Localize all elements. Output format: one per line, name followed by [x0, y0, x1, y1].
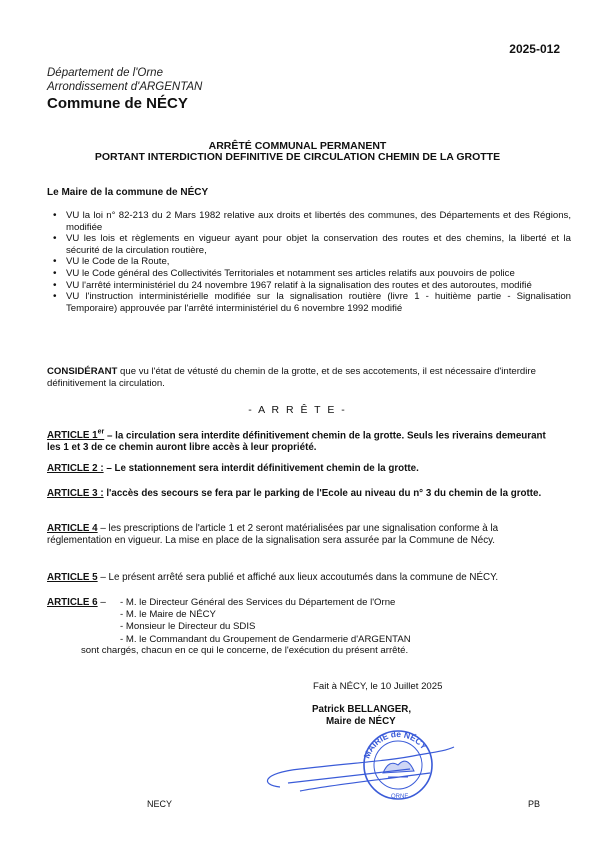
destinataires-list — [120, 597, 411, 646]
article-6-label: ARTICLE 6 — [47, 597, 98, 608]
department-header — [47, 66, 202, 94]
svg-text:MAIRIE de NÉCY: MAIRIE de NÉCY — [361, 728, 430, 760]
signature-and-stamp — [240, 725, 470, 805]
visa-item: • VU les lois et règlements en vigueur ayant pour objet la conservation des routes et des chemins, la liberté et la sécurité de la circulation routière, — [66, 233, 571, 256]
article-1 — [47, 427, 555, 454]
maire-intro: Le Maire de la commune de NÉCY — [47, 187, 209, 198]
title-line-2: PORTANT INTERDICTION DEFINITIVE DE CIRCULATION CHEMIN DE LA GROTTE — [94, 151, 501, 163]
signatory-role: Maire de NÉCY — [326, 716, 396, 727]
article-2-text: – Le stationnement sera interdit définitivement chemin de la grotte. — [103, 463, 419, 474]
article-4 — [47, 523, 555, 547]
article-2-label: ARTICLE 2 : — [47, 463, 104, 474]
article-3 — [47, 488, 555, 500]
destinataire-item: - Monsieur le Directeur du SDIS — [120, 621, 256, 633]
destinataire-item: - M. le Directeur Général des Services du Département de l'Orne — [120, 597, 396, 608]
article-5-text: – Le présent arrêté sera publié et affiché aux lieux accoutumés dans la commune de NÉCY. — [97, 572, 499, 583]
article-2 — [47, 463, 555, 475]
footer-left: NECY — [147, 799, 173, 809]
footer-right: PB — [528, 799, 541, 809]
commune-name: Commune de NÉCY — [47, 95, 188, 112]
article-5-label: ARTICLE 5 — [47, 572, 98, 583]
place-and-date: Fait à NÉCY, le 10 Juillet 2025 — [313, 681, 443, 692]
visa-item: • VU l'instruction interministérielle modifiée sur la signalisation routière (livre 1 - huitième partie - Signalisation Temporaire) approuvée par l'arrêté interministériel du 6 novembre 1992 modifié — [66, 291, 571, 314]
considerant-label: CONSIDÉRANT — [47, 366, 118, 377]
visa-item: • VU le Code de la Route, — [66, 256, 571, 268]
article-3-text: l'accès des secours se fera par le parking de l'Ecole au niveau du n° 3 du chemin de la grotte. — [103, 488, 542, 499]
document-reference: 2025-012 — [509, 42, 560, 56]
considerant-text: que vu l'état de vétusté du chemin de la grotte, et de ses accotements, il est nécessaire d'interdire définitivement la circulation. — [47, 366, 536, 389]
destinataire-item: - M. le Maire de NÉCY — [120, 609, 216, 621]
destinataire-item: - M. le Commandant du Groupement de Gendarmerie d'ARGENTAN — [120, 633, 411, 645]
visa-item: • VU le Code général des Collectivités Territoriales et notamment ses articles relatifs aux pouvoirs de police — [66, 268, 571, 280]
title-line-1: ARRÊTÉ COMMUNAL PERMANENT — [208, 140, 387, 152]
visa-item: • VU la loi n° 82-213 du 2 Mars 1982 relative aux droits et libertés des communes, des Départements et des Régions, modifiée — [66, 210, 571, 233]
article-4-text: – les prescriptions de l'article 1 et 2 seront matérialisées par une signalisation conforme à la réglementation en vigueur. La mise en place de la signalisation sera assurée par la Commune de Nécy. — [47, 523, 499, 546]
visas-list — [52, 210, 571, 314]
article-1-label: ARTICLE 1er — [47, 429, 105, 442]
department-name: Département de l'Orne — [47, 67, 163, 79]
article-3-label: ARTICLE 3 : — [47, 488, 104, 499]
svg-text:ORNE: ORNE — [391, 794, 409, 800]
mairie-stamp — [361, 729, 432, 800]
execution-clause: sont chargés, chacun en ce qui le concerne, de l'exécution du présent arrêté. — [81, 645, 409, 656]
article-1-text: – la circulation sera interdite définitivement chemin de la grotte. Seuls les riverains demeurant les 1 et 3 de ce chemin auront libre accès à leur propriété. — [47, 430, 546, 454]
arrete-heading: - A R R Ê T E - — [248, 404, 347, 416]
signatory-name: Patrick BELLANGER, — [312, 704, 412, 715]
article-4-label: ARTICLE 4 — [47, 523, 98, 534]
visa-item: • VU l'arrêté interministériel du 24 novembre 1967 relatif à la signalisation des routes et des autoroutes, modifié — [66, 280, 571, 292]
considerant-paragraph — [47, 366, 555, 389]
article-5 — [47, 572, 555, 584]
arrondissement-name: Arrondissement d'ARGENTAN — [47, 81, 203, 93]
article-6-text: – — [97, 597, 106, 608]
